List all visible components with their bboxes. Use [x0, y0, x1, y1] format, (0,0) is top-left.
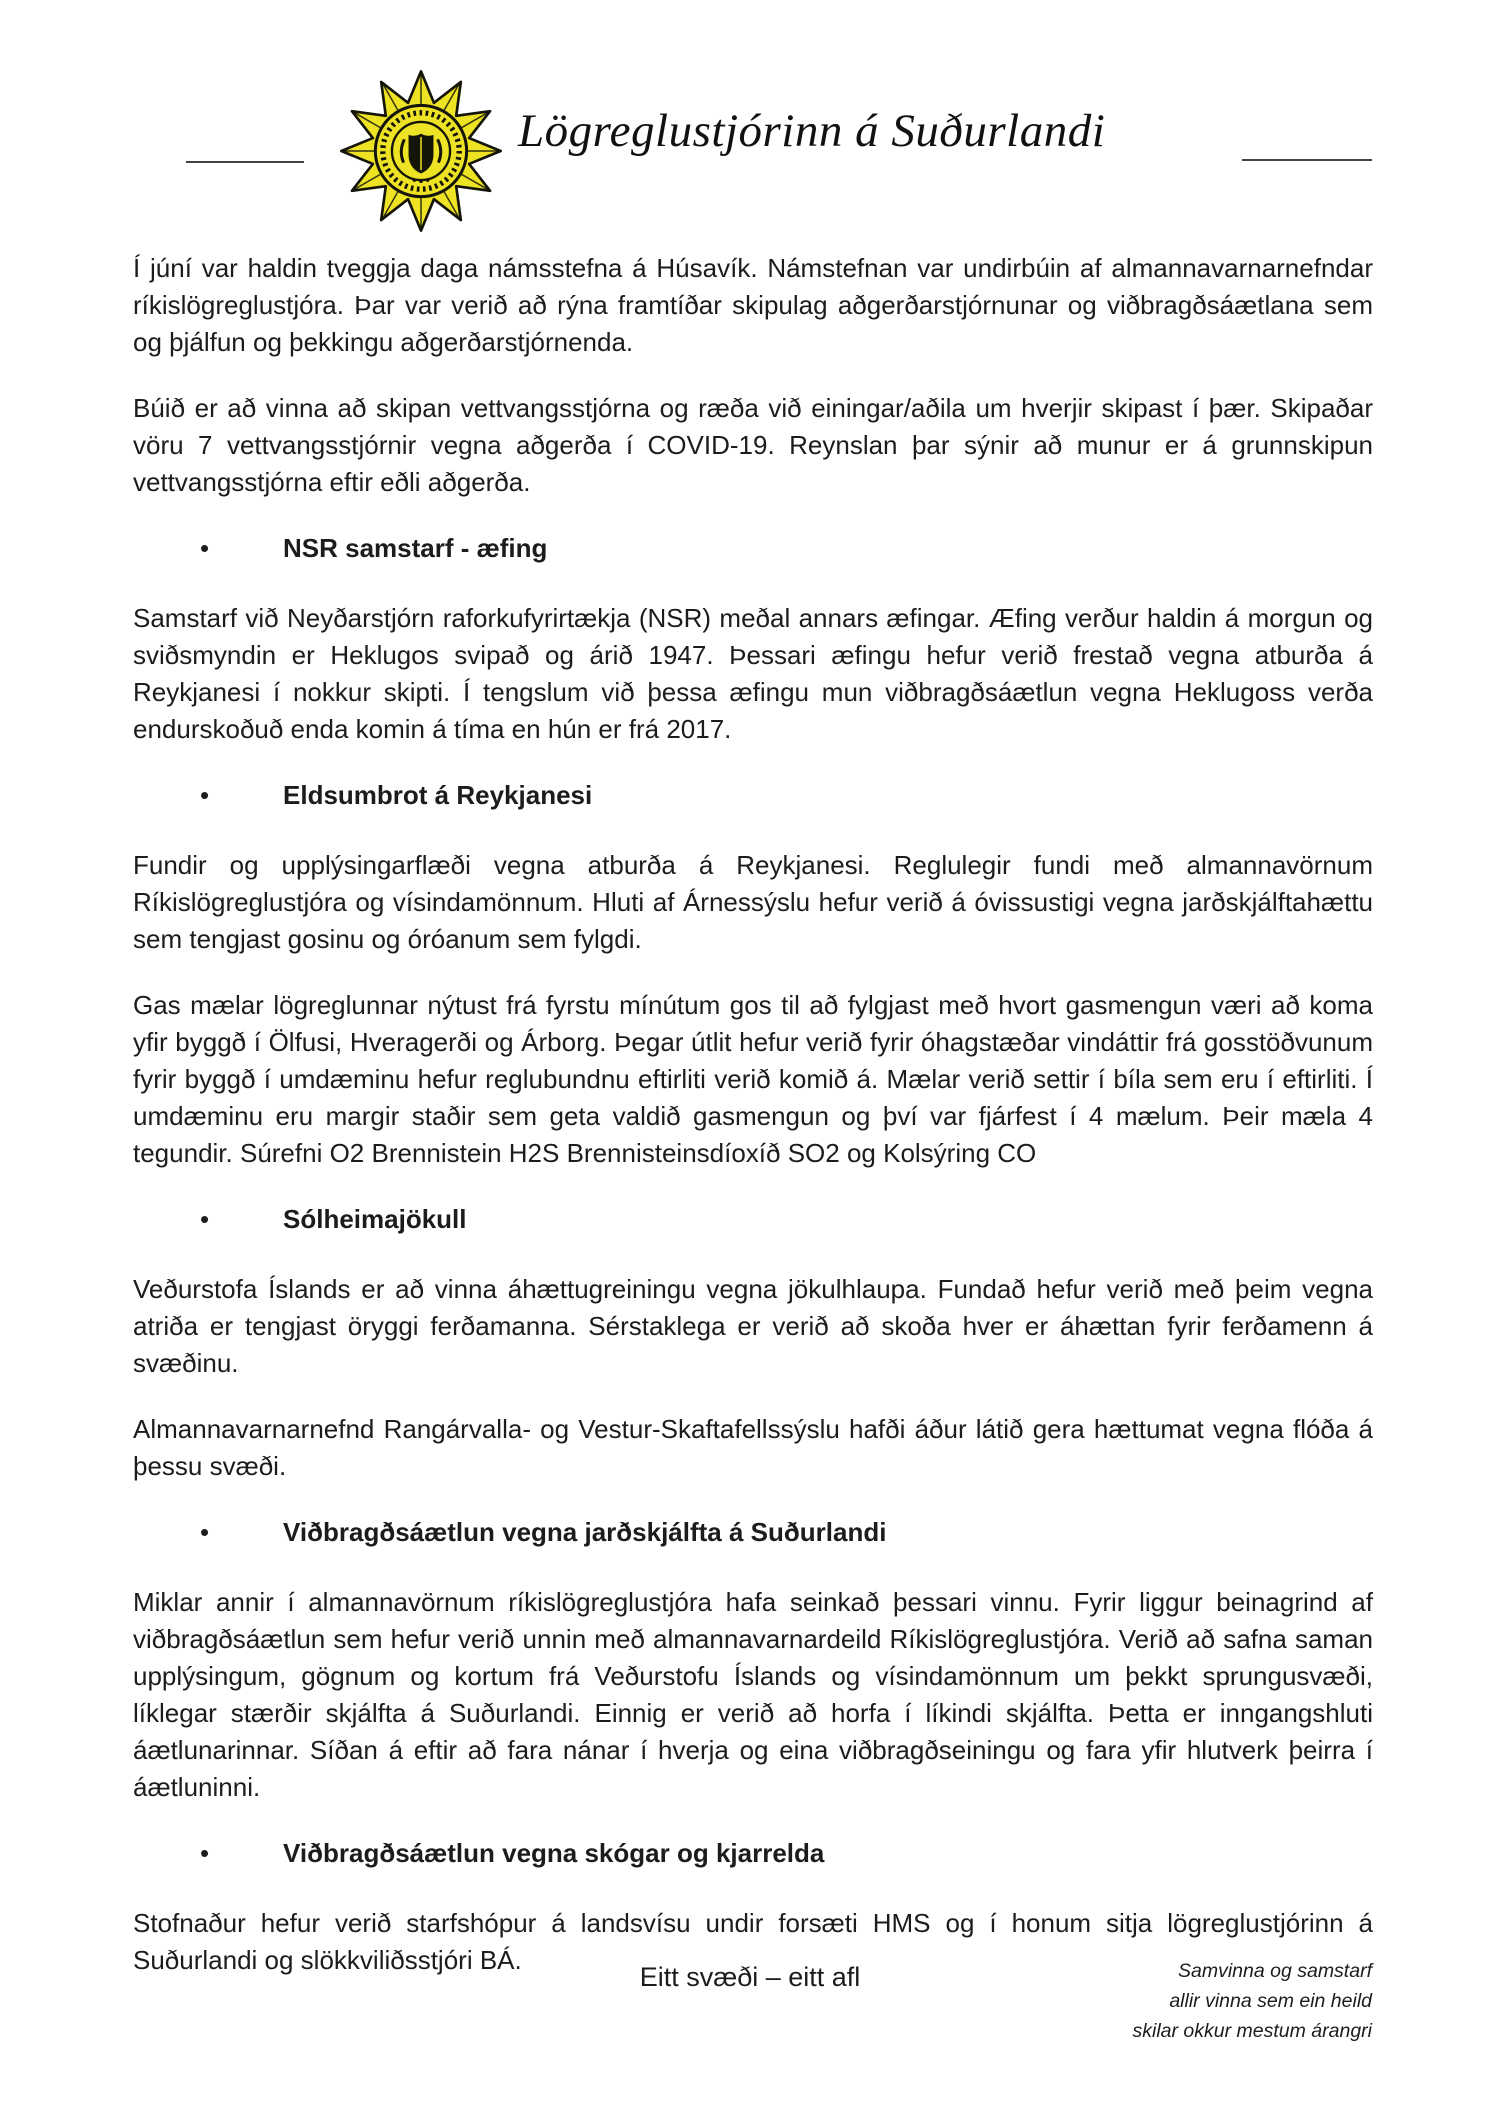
bullet-label: Viðbragðsáætlun vegna jarðskjálfta á Suðurlandi [283, 1517, 887, 1547]
page-title: Lögreglustjórinn á Suðurlandi [518, 105, 1106, 157]
bullet-marker: • [200, 1517, 210, 1547]
bullet-marker: • [200, 1204, 210, 1234]
paragraph-haettumat-floda: Almannavarnarnefnd Rangárvalla- og Vestur-Skaftafellssýslu hafði áður látið gera hættumat vegna flóða á þessu svæði. [133, 1414, 1373, 1481]
paragraph-fundir-reykjanes: Fundir og upplýsingarflæði vegna atburða á Reykjanesi. Reglulegir fundi með almannavörnum Ríkislögreglustjóra og vísindamönnum. Hluti af Árnessýslu hefur verið á óvissustigi vegna jarðskjálftahættu sem tengjast gosinu og óróanum sem fylgdi. [133, 850, 1373, 954]
footer-slogan-line-1: Samvinna og samstarf [1177, 1960, 1372, 1982]
document-header [0, 0, 1500, 250]
bullet-marker: • [200, 1838, 210, 1868]
bullet-label: NSR samstarf - æfing [283, 533, 548, 563]
header-rule-left [186, 161, 304, 163]
bullet-heading-eldsumbrot [133, 777, 1373, 814]
paragraph-gasmaelar: Gas mælar lögreglunnar nýtust frá fyrstu mínútum gos til að fylgjast með hvort gasmengun væri að koma yfir byggð í Ölfusi, Hveragerði og Árborg. Þegar útlit hefur verið fyrir óhagstæðar vindáttir frá gosstöðvunum fyrir byggð í umdæminu hefur reglubundnu eftirliti verið komið á. Mælar verið settir í bíla sem eru í eftirliti. Í umdæminu eru margir staðir sem geta valdið gasmengun og því var fjárfest í 4 mælum. Þeir mæla 4 tegundir. Súrefni O2 Brennistein H2S Brennisteinsdíoxíð SO2 og Kolsýring CO [133, 990, 1373, 1168]
bullet-heading-skogareldar [133, 1835, 1373, 1872]
paragraph-vettvangsstjornir: Búið er að vinna að skipan vettvangsstjórna og ræða við einingar/aðila um hverjir skipast í þær. Skipaðar vöru 7 vettvangsstjórnir vegna aðgerða í COVID-19. Reynslan þar sýnir að munur er á grunnskipun vettvangsstjórna eftir eðli aðgerða. [133, 393, 1373, 497]
bullet-label: Eldsumbrot á Reykjanesi [283, 780, 593, 810]
bullet-label: Viðbragðsáætlun vegna skógar og kjarrelda [283, 1838, 825, 1868]
header-rule-right [1242, 159, 1372, 161]
footer-slogan-line-3: skilar okkur mestum árangri [1132, 2020, 1372, 2042]
document-body [133, 250, 1373, 2008]
footer-slogan-line-2: allir vinna sem ein heild [1169, 1990, 1372, 2012]
paragraph-vedurstofa: Veðurstofa Íslands er að vinna áhættugreiningu vegna jökulhlaupa. Fundað hefur verið með þeim vegna atriða er tengjast öryggi ferðamanna. Sérstaklega er verið að skoða hver er áhættan fyrir ferðamenn á svæðinu. [133, 1274, 1373, 1378]
bullet-marker: • [200, 533, 210, 563]
footer-motto: Eitt svæði – eitt afl [639, 1962, 861, 1992]
paragraph-nsr-aefing: Samstarf við Neyðarstjórn raforkufyrirtækja (NSR) meðal annars æfingar. Æfing verður haldin á morgun og sviðsmyndin er Heklugos svipað og árið 1947. Þessari æfingu hefur verið frestað vegna atburða á Reykjanesi í nokkur skipti. Í tengslum við þessa æfingu mun viðbragðsáætlun vegna Heklugoss verða endurskoðuð enda komin á tíma en hún er frá 2017. [133, 603, 1373, 744]
bullet-marker: • [200, 780, 210, 810]
bullet-heading-jardskjalfta [133, 1514, 1373, 1551]
footer-slogan [1133, 1956, 1372, 2046]
paragraph-namsstefna: Í júní var haldin tveggja daga námsstefna á Húsavík. Námstefnan var undirbúin af almannavarnarnefndar ríkislögreglustjóra. Þar var verið að rýna framtíðar skipulag aðgerðarstjórnunar og viðbragðsáætlana sem og þjálfun og þekkingu aðgerðarstjórnenda. [133, 253, 1373, 357]
bullet-heading-nsr [133, 530, 1373, 567]
bullet-heading-solheimajokull [133, 1201, 1373, 1238]
paragraph-starfshopur: Stofnaður hefur verið starfshópur á landsvísu undir forsæti HMS og í honum sitja lögreglustjórinn á Suðurlandi og slökkviliðsstjóri BÁ. [133, 1908, 1373, 1975]
paragraph-vidbragdsaaetlun-vinna: Miklar annir í almannavörnum ríkislögreglustjóra hafa seinkað þessari vinnu. Fyrir liggur beinagrind af viðbragðsáætlun sem hefur verið unnin með almannavarnardeild Ríkislögreglustjóra. Verið að safna saman upplýsingum, gögnum og kortum frá Veðurstofu Íslands og vísindamönnum um þekkt sprungusvæði, líklegar stærðir skjálfta á Suðurlandi. Einnig er verið að horfa í líkindi skjálfta. Þetta er inngangshluti áætlunarinnar. Síðan á eftir að fara nánar í hverja og eina viðbragðseiningu og fara yfir hlutverk þeirra í áætluninni. [133, 1587, 1373, 1802]
police-badge-logo [333, 68, 509, 234]
bullet-label: Sólheimajökull [283, 1204, 467, 1234]
